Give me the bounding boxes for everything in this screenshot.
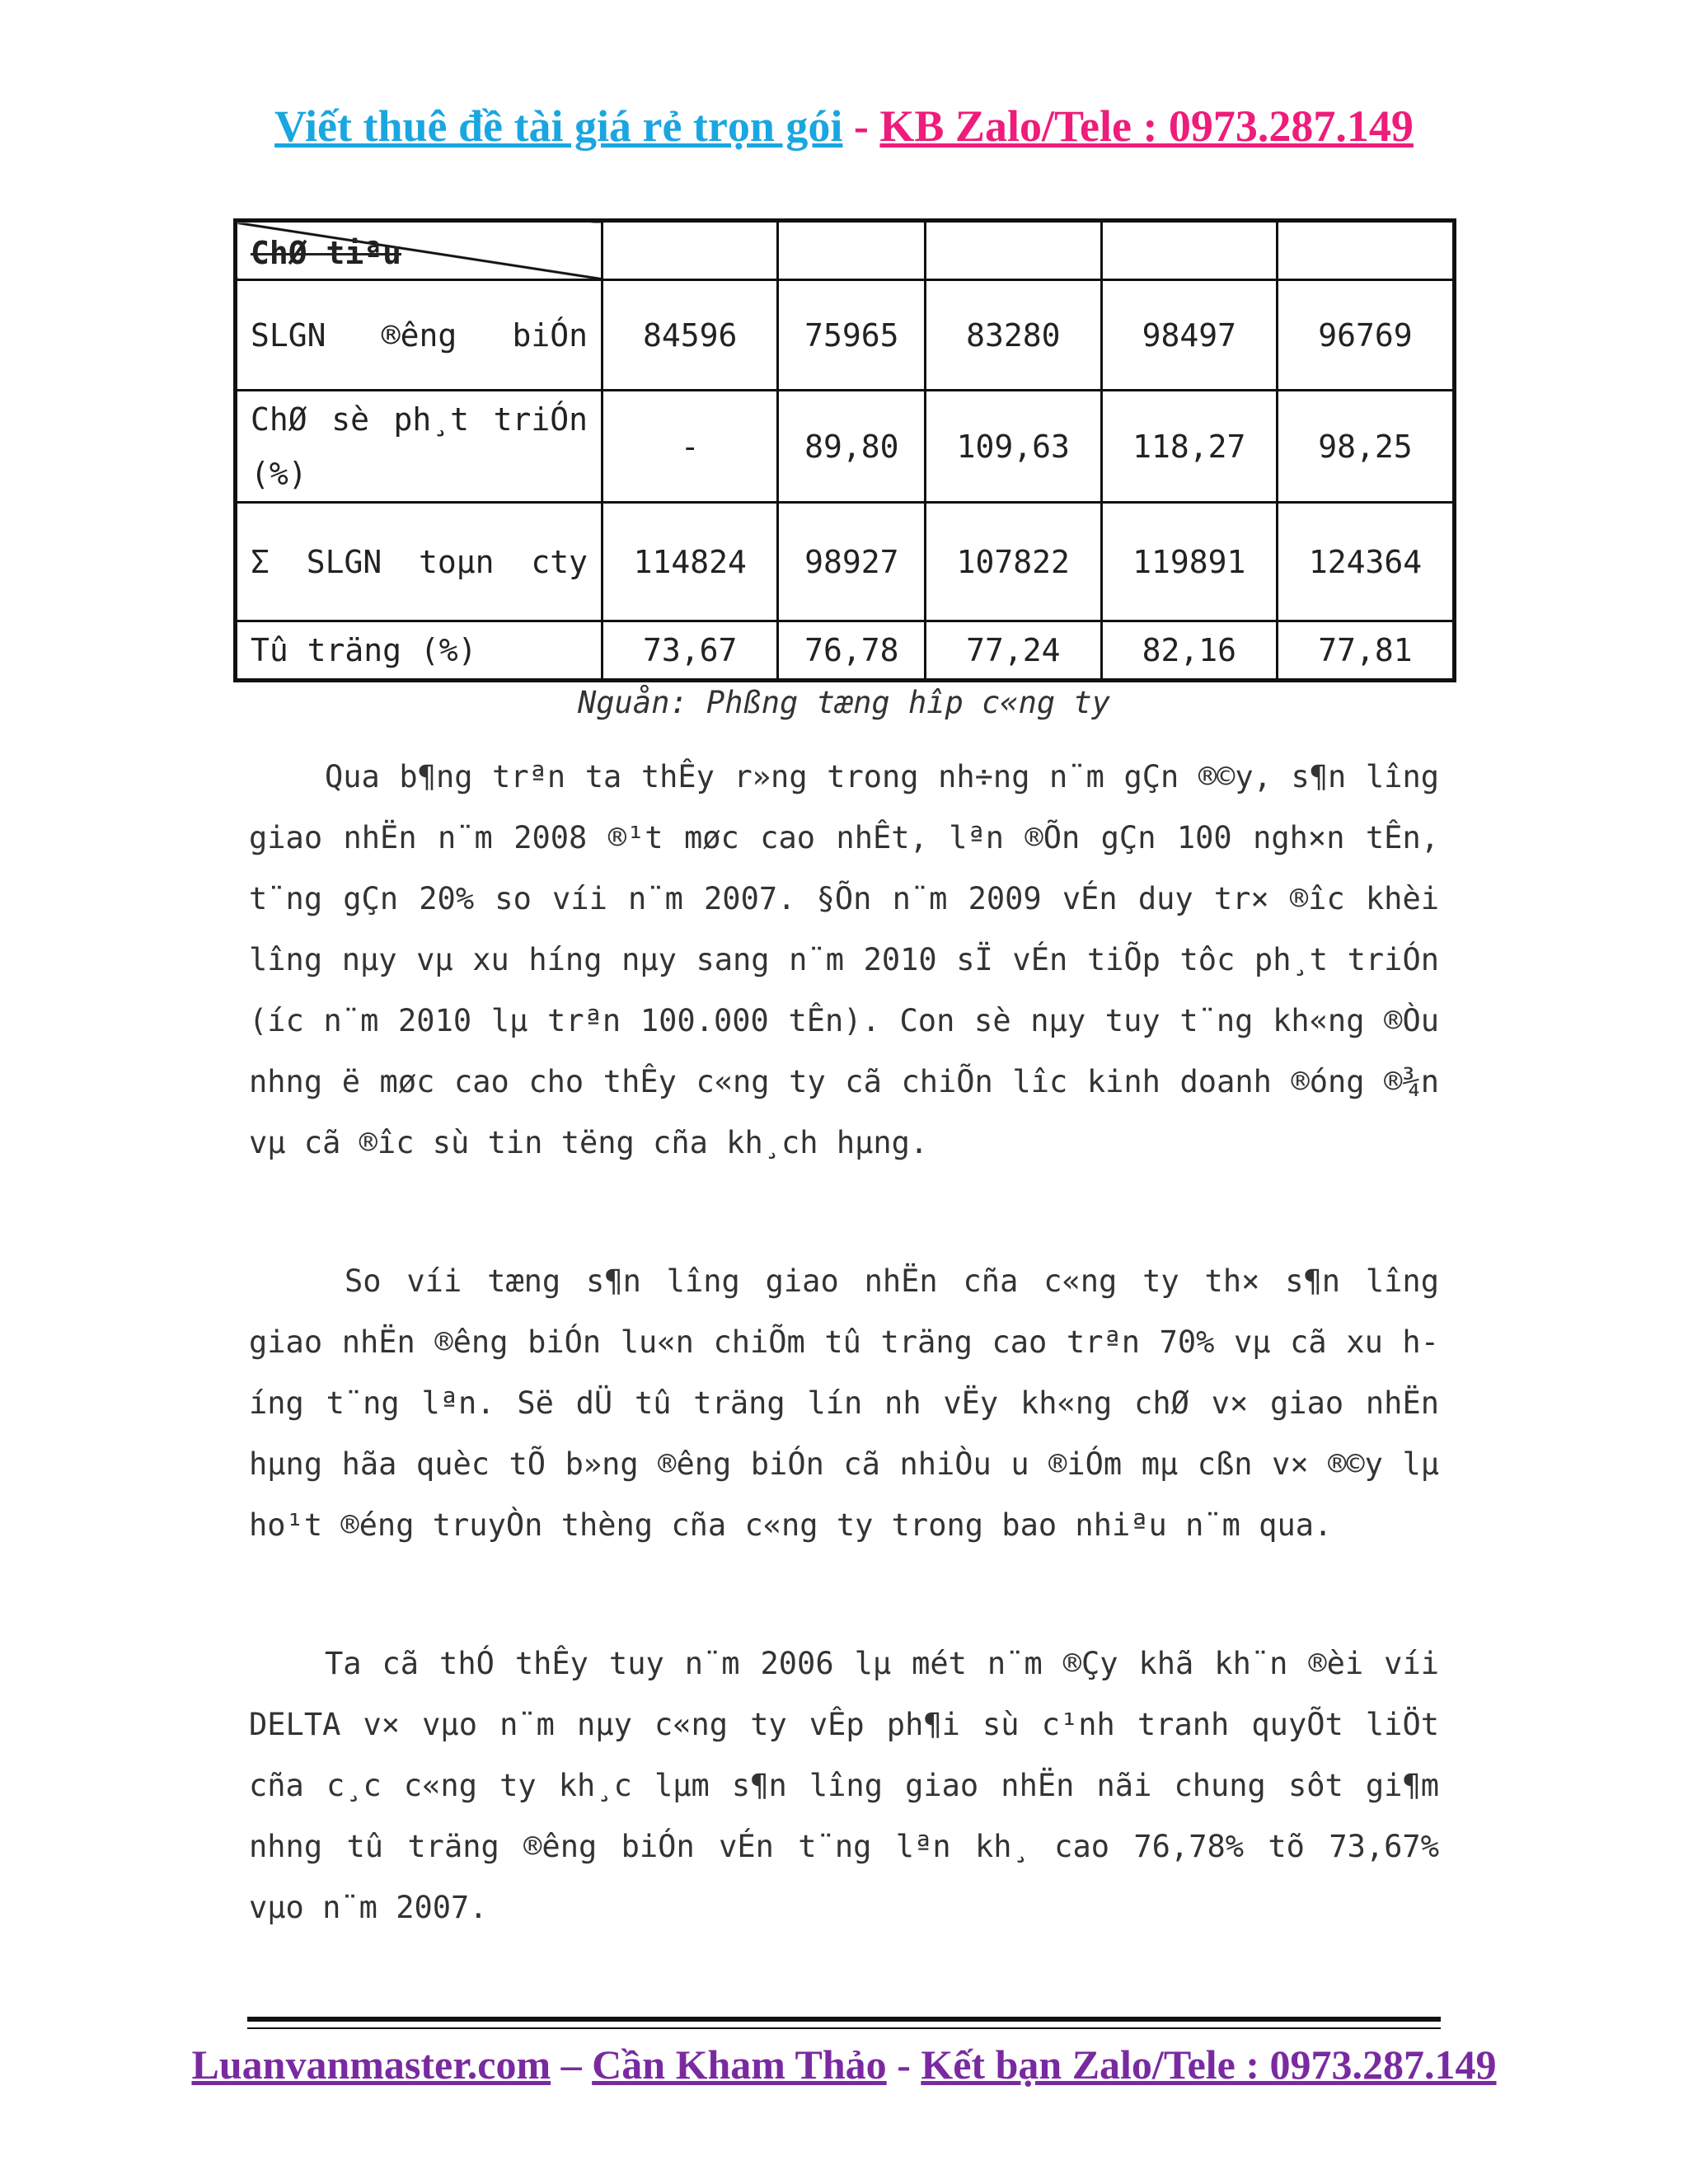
header-link[interactable]: Viết thuê đề tài giá rẻ trọn gói bbox=[274, 101, 843, 151]
header-contact-link[interactable]: KB Zalo/Tele : 0973.287.149 bbox=[879, 101, 1414, 151]
footer-dash: – bbox=[551, 2041, 593, 2088]
table-source-caption: Nguån: Phßng tæng hîp c«ng ty bbox=[577, 685, 1110, 720]
footer-name-link[interactable]: Cần Kham Thảo bbox=[592, 2041, 887, 2088]
table-header-cell bbox=[1101, 221, 1277, 280]
table-cell: 77,24 bbox=[926, 621, 1101, 681]
table-cell: 109,63 bbox=[926, 391, 1101, 503]
footer-separator: - bbox=[886, 2041, 921, 2088]
row-label: Σ SLGN toµn cty bbox=[236, 503, 603, 621]
data-table bbox=[233, 218, 1456, 682]
table-cell: 76,78 bbox=[778, 621, 926, 681]
table-cell: 73,67 bbox=[603, 621, 778, 681]
table-header-cell bbox=[603, 221, 778, 280]
table-cell: 98,25 bbox=[1277, 391, 1454, 503]
table-header-cell bbox=[1277, 221, 1454, 280]
body-paragraph: Ta cã thÓ thÊy tuy n¨m 2006 lµ mét n¨m ®Çy khã kh¨n ®èi víi DELTA v× vµo n¨m nµy c«ng ty vÊp ph¶i sù c¹nh tranh quyÕt liÖt cña c¸c c«ng ty kh¸c lµm s¶n lîng giao nhËn nãi chung sôt gi¶m nhng tû träng ®êng biÓn vÉn t¨ng lªn kh¸ cao 76,78% tõ 73,67% vµo n¨m 2007. bbox=[249, 1646, 1439, 1925]
table-cell: 107822 bbox=[926, 503, 1101, 621]
table-cell: 114824 bbox=[603, 503, 778, 621]
footer-divider-thin bbox=[247, 2027, 1441, 2029]
table-corner-label: ChØ tiªu bbox=[251, 235, 402, 271]
body-paragraph: Qua b¶ng trªn ta thÊy r»ng trong nh÷ng n¨m gÇn ®©y, s¶n lîng giao nhËn n¨m 2008 ®¹t møc cao nhÊt, lªn ®Õn gÇn 100 ngh×n tÊn, t¨ng gÇn 20% so víi n¨m 2007. §Õn n¨m 2009 vÉn duy tr× ®îc khèi lîng nµy vµ xu híng nµy sang n¨m 2010 sÏ vÉn tiÕp tôc ph¸t triÓn (íc n¨m 2010 lµ trªn 100.000 tÊn). Con sè nµy tuy t¨ng kh«ng ®Òu nhng ë møc cao cho thÊy c«ng ty cã chiÕn lîc kinh doanh ®óng ®¾n vµ cã ®îc sù tin tëng cña kh¸ch hµng. bbox=[249, 759, 1439, 1160]
row-label: ChØ sè ph¸t triÓn (%) bbox=[236, 391, 603, 503]
footer-divider bbox=[247, 2017, 1441, 2022]
table-cell: 98927 bbox=[778, 503, 926, 621]
table-cell: 96769 bbox=[1277, 280, 1454, 391]
table-cell: 82,16 bbox=[1101, 621, 1277, 681]
table-cell: 75965 bbox=[778, 280, 926, 391]
table-cell: 77,81 bbox=[1277, 621, 1454, 681]
table-row bbox=[236, 503, 1455, 621]
page-footer bbox=[0, 2036, 1688, 2093]
table-cell: 89,80 bbox=[778, 391, 926, 503]
table-row bbox=[236, 391, 1455, 503]
table-cell: 118,27 bbox=[1101, 391, 1277, 503]
row-label: Tû träng (%) bbox=[236, 621, 603, 681]
table-row bbox=[236, 621, 1455, 681]
table-cell: 119891 bbox=[1101, 503, 1277, 621]
table-header-cell bbox=[778, 221, 926, 280]
row-label: SLGN ®êng biÓn bbox=[236, 280, 603, 391]
table-header-row bbox=[236, 221, 1455, 280]
footer-site-link[interactable]: Luanvanmaster.com bbox=[191, 2041, 551, 2088]
table-corner-cell bbox=[236, 221, 603, 280]
table-row bbox=[236, 280, 1455, 391]
table-cell: 83280 bbox=[926, 280, 1101, 391]
table-cell: 124364 bbox=[1277, 503, 1454, 621]
table-cell: 84596 bbox=[603, 280, 778, 391]
table-header-cell bbox=[926, 221, 1101, 280]
body-paragraph: So víi tæng s¶n lîng giao nhËn cña c«ng ty th× s¶n lîng giao nhËn ®êng biÓn lu«n chiÕm tû träng cao trªn 70% vµ cã xu híng t¨ng lªn. Së dÜ tû träng lín nh vËy kh«ng chØ v× giao nhËn hµng hãa quèc tÕ b»ng ®êng biÓn cã nhiÒu u ®iÓm mµ cßn v× ®©y lµ ho¹t ®éng truyÒn thèng cña c«ng ty trong bao nhiªu n¨m qua. bbox=[249, 1263, 1439, 1543]
header-separator: - bbox=[842, 101, 880, 151]
table-cell: 98497 bbox=[1101, 280, 1277, 391]
footer-contact-link[interactable]: Kết bạn Zalo/Tele : 0973.287.149 bbox=[921, 2041, 1497, 2088]
page-header bbox=[0, 97, 1688, 155]
table-cell: - bbox=[603, 391, 778, 503]
